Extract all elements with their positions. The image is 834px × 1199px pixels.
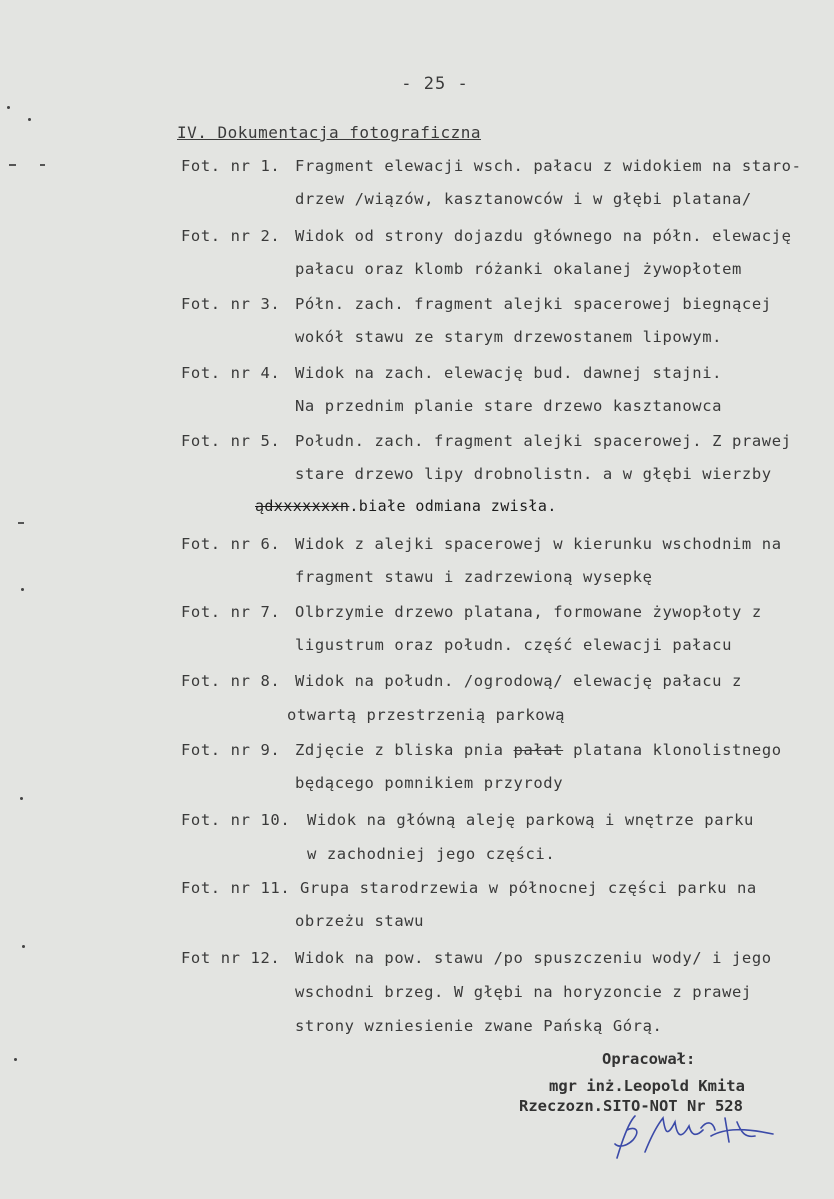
margin-mark <box>7 106 10 109</box>
entry-line: Widok od strony dojazdu głównego na półn. elewację <box>295 227 792 245</box>
entry-line: Widok z alejki spacerowej w kierunku wschodnim na <box>295 535 782 553</box>
margin-mark <box>20 797 23 800</box>
entry-label: Fot. nr 2. <box>181 227 281 245</box>
entry-label: Fot. nr 8. <box>181 672 281 690</box>
margin-mark <box>40 164 45 166</box>
entry-line: Połudn. zach. fragment alejki spacerowej. Z prawej <box>295 432 792 450</box>
struck-text: ądxxxxxxxn <box>255 497 350 515</box>
struck-word: pałat <box>513 741 564 759</box>
entry-line: Widok na pow. stawu /po spuszczeniu wody/ i jego <box>295 949 772 967</box>
entry-line: wschodni brzeg. W głębi na horyzoncie z prawej <box>295 983 752 1001</box>
entry-line: obrzeżu stawu <box>295 912 425 930</box>
entry-line: Grupa starodrzewia w północnej części parku na <box>300 879 757 897</box>
page-number: - 25 - <box>401 74 469 94</box>
entry-label: Fot. nr 1. <box>181 157 281 175</box>
entry-line: wokół stawu ze starym drzewostanem lipowym. <box>295 328 723 346</box>
entry-line: Półn. zach. fragment alejki spacerowej biegnącej <box>295 295 772 313</box>
entry-label: Fot. nr 5. <box>181 432 281 450</box>
entry-label: Fot. nr 11. <box>181 879 291 897</box>
entry-label: Fot. nr 10. <box>181 811 291 829</box>
entry-line: Fragment elewacji wsch. pałacu z widokiem na staro- <box>295 157 802 175</box>
margin-mark <box>22 945 25 948</box>
entry-line: Na przednim planie stare drzewo kasztanowca <box>295 397 723 415</box>
entry-line: pałacu oraz klomb różanki okalanej żywopłotem <box>295 260 742 278</box>
margin-mark <box>14 1058 17 1061</box>
entry-line: strony wzniesienie zwane Pańską Górą. <box>295 1017 663 1035</box>
entry-line: będącego pomnikiem przyrody <box>295 774 564 792</box>
entry-label: Fot nr 12. <box>181 949 281 967</box>
entry-line: Zdjęcie z bliska pnia pałat platana klonolistnego <box>295 741 782 759</box>
entry-line: w zachodniej jego części. <box>307 845 556 863</box>
entry-line: Widok na zach. elewację bud. dawnej stajni. <box>295 364 723 382</box>
margin-mark <box>21 588 24 591</box>
author-name: mgr inż.Leopold Kmita <box>549 1077 745 1095</box>
entry-line: Olbrzymie drzewo platana, formowane żywopłoty z <box>295 603 762 621</box>
margin-mark <box>9 164 16 166</box>
author-title: Rzeczozn.SITO-NOT Nr 528 <box>519 1097 743 1115</box>
entry-label: Fot. nr 7. <box>181 603 281 621</box>
margin-mark <box>28 118 31 121</box>
entry-line: fragment stawu i zadrzewioną wysepkę <box>295 568 653 586</box>
insert-text: .białe odmiana zwisła. <box>349 497 557 515</box>
entry-line: otwartą przestrzenią parkową <box>287 706 566 724</box>
entry-label: Fot. nr 4. <box>181 364 281 382</box>
margin-mark <box>18 522 24 524</box>
entry-line: Widok na połudn. /ogrodową/ elewację pałacu z <box>295 672 742 690</box>
entry-label: Fot. nr 6. <box>181 535 281 553</box>
entry-line: Widok na główną aleję parkową i wnętrze parku <box>307 811 754 829</box>
entry-label: Fot. nr 3. <box>181 295 281 313</box>
entry-label: Fot. nr 9. <box>181 741 281 759</box>
entry-line: drzew /wiązów, kasztanowców i w głębi platana/ <box>295 190 752 208</box>
prepared-by-label: Opracował: <box>602 1050 696 1068</box>
entry-line: stare drzewo lipy drobnolistn. a w głębi wierzby <box>295 465 772 483</box>
section-heading: IV. Dokumentacja fotograficzna <box>177 123 481 142</box>
handwritten-signature <box>605 1108 780 1164</box>
inserted-correction <box>255 497 557 515</box>
entry-line: ligustrum oraz połudn. część elewacji pałacu <box>295 636 732 654</box>
